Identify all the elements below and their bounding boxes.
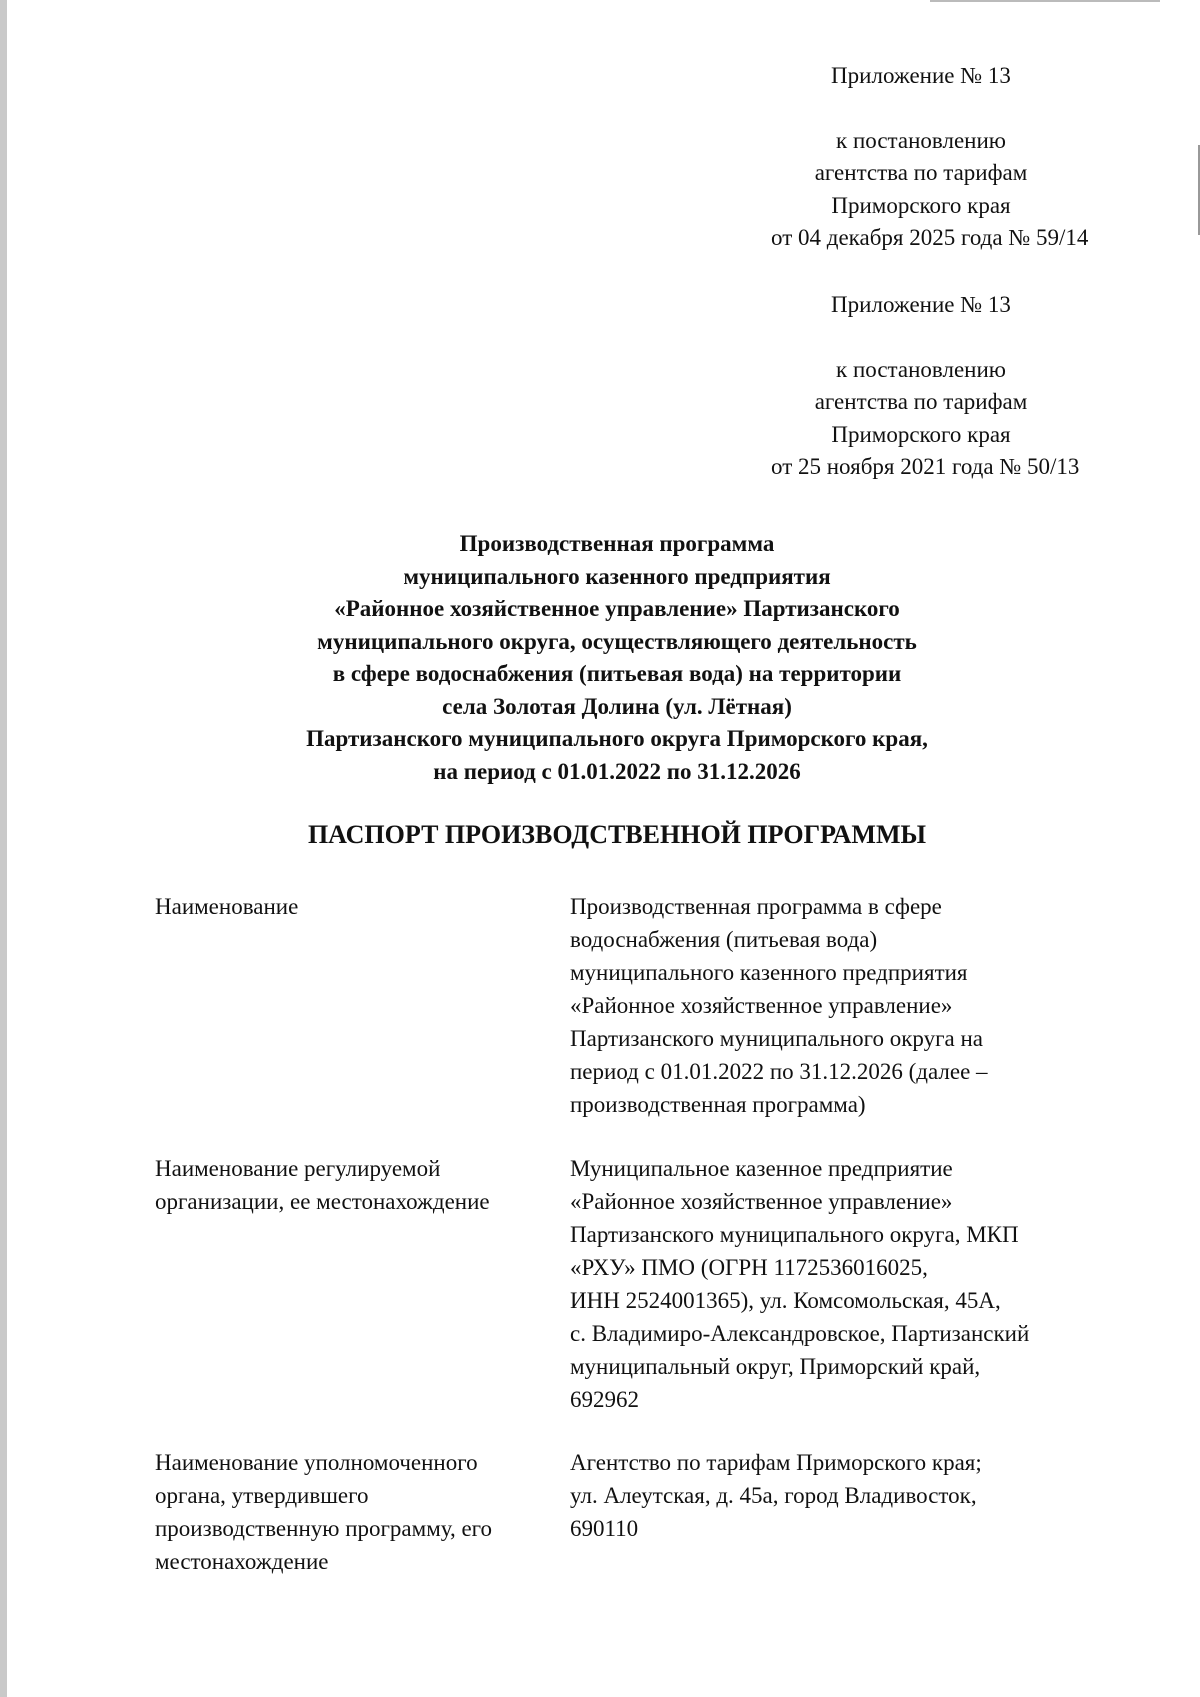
value-line: Муниципальное казенное предприятие (570, 1156, 953, 1181)
passport-heading: ПАСПОРТ ПРОИЗВОДСТВЕННОЙ ПРОГРАММЫ (307, 820, 927, 849)
title-line: муниципального округа, осуществляющего деятельность (317, 628, 917, 654)
document-title (117, 528, 1117, 788)
value-line: ул. Алеутская, д. 45а, город Владивосток, (570, 1483, 977, 1508)
annex-line: Приморского края (831, 421, 1011, 447)
title-line: муниципального казенного предприятия (403, 563, 831, 589)
value-line: Производственная программа в сфере (570, 894, 942, 919)
title-line: на период с 01.01.2022 по 31.12.2026 (433, 758, 801, 784)
value-line: с. Владимиро-Александровское, Партизанский (570, 1321, 1030, 1346)
annex-label: Приложение № 13 (831, 63, 1011, 88)
annex-line: агентства по тарифам (814, 389, 1028, 414)
annex-line: к постановлению (836, 356, 1006, 382)
value-line: Партизанского муниципального округа на (570, 1026, 983, 1051)
value-line: 690110 (570, 1516, 639, 1541)
row-value (570, 890, 1130, 1121)
annex-line: от 25 ноября 2021 года № 50/13 (771, 454, 1080, 479)
label-line: местонахождение (155, 1549, 329, 1574)
label-line: Наименование (155, 894, 299, 919)
title-line: в сфере водоснабжения (питьевая вода) на территории (332, 661, 902, 686)
value-line: «Районное хозяйственное управление» (570, 1189, 953, 1214)
value-line: Агентство по тарифам Приморского края; (570, 1450, 982, 1475)
row-value (570, 1446, 1130, 1545)
title-line: Партизанского муниципального округа Приморского края, (306, 726, 928, 751)
row-label (155, 890, 545, 923)
title-line: Производственная программа (459, 531, 775, 556)
annex-line: агентства по тарифам (814, 160, 1028, 185)
label-line: производственную программу, его (155, 1516, 493, 1541)
label-line: Наименование уполномоченного (155, 1450, 478, 1475)
value-line: период с 01.01.2022 по 31.12.2026 (далее – (570, 1059, 988, 1084)
value-line: муниципальный округ, Приморский край, (570, 1354, 981, 1379)
value-line: производственная программа) (570, 1092, 866, 1117)
annex-current (771, 60, 1089, 255)
label-line: Наименование регулируемой (155, 1156, 441, 1181)
annex-line: от 04 декабря 2025 года № 59/14 (771, 225, 1089, 250)
value-line: муниципального казенного предприятия (570, 960, 968, 985)
scan-edge-top (930, 0, 1160, 2)
label-line: организации, ее местонахождение (155, 1189, 490, 1214)
value-line: 692962 (570, 1387, 639, 1412)
value-line: Партизанского муниципального округа, МКП (570, 1222, 1019, 1247)
value-line: ИНН 2524001365), ул. Комсомольская, 45А, (570, 1288, 1001, 1313)
annex-original (771, 289, 1080, 484)
value-line: «Районное хозяйственное управление» (570, 993, 953, 1018)
annex-line: Приморского края (831, 192, 1011, 218)
row-label (155, 1446, 545, 1578)
value-line: «РХУ» ПМО (ОГРН 1172536016025, (570, 1255, 928, 1280)
row-value (570, 1152, 1130, 1416)
value-line: водоснабжения (питьевая вода) (570, 927, 878, 952)
annex-label: Приложение № 13 (831, 292, 1011, 317)
title-line: села Золотая Долина (ул. Лётная) (442, 693, 792, 719)
scan-edge-left (0, 0, 7, 1697)
label-line: органа, утвердившего (155, 1483, 369, 1508)
annex-line: к постановлению (836, 127, 1006, 153)
row-label (155, 1152, 545, 1218)
title-line: «Районное хозяйственное управление» Партизанского (334, 596, 900, 621)
